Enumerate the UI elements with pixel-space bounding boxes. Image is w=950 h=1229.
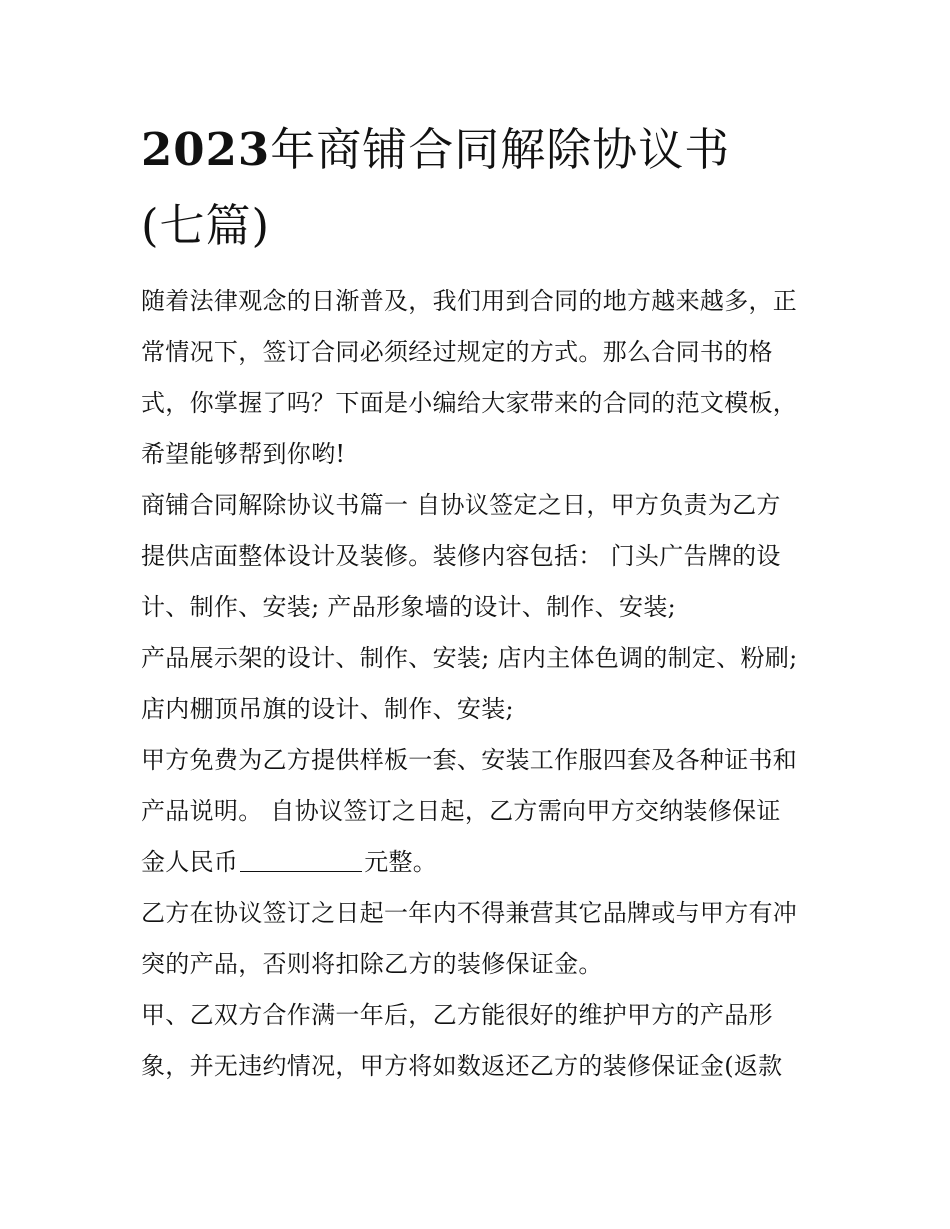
text-line: 计、制作、安装; 产品形象墙的设计、制作、安装; bbox=[141, 593, 676, 621]
text-line: 店内棚顶吊旗的设计、制作、安装; bbox=[141, 695, 514, 723]
text-line: 式，你掌握了吗？下面是小编给大家带来的合同的范文模板， bbox=[141, 389, 798, 417]
title-year: 2023 bbox=[141, 123, 271, 176]
text-line: 甲方免费为乙方提供样板一套、安装工作服四套及各种证书和 bbox=[141, 746, 798, 774]
deposit-amount-blank bbox=[240, 847, 362, 872]
text-line: 甲、乙双方合作满一年后，乙方能很好的维护甲方的产品形 bbox=[141, 1001, 773, 1029]
deposit-suffix: 元整。 bbox=[364, 848, 438, 876]
text-line: 象，并无违约情况，甲方将如数返还乙方的装修保证金(返款 bbox=[141, 1052, 783, 1080]
paragraph-intro bbox=[141, 276, 821, 480]
text-line: 商铺合同解除协议书篇一 自协议签定之日，甲方负责为乙方 bbox=[141, 491, 781, 519]
text-line: 提供店面整体设计及装修。装修内容包括： 门头广告牌的设 bbox=[141, 542, 781, 570]
paragraph-section-one bbox=[141, 480, 821, 633]
paragraph-refund bbox=[141, 990, 821, 1092]
title-text: 年商铺合同解除协议书 bbox=[270, 123, 731, 176]
document-title bbox=[141, 112, 821, 264]
paragraph-deposit bbox=[141, 735, 821, 888]
text-line: 产品说明。 自协议签订之日起，乙方需向甲方交纳装修保证 bbox=[141, 797, 781, 825]
text-line: 乙方在协议签订之日起一年内不得兼营其它品牌或与甲方有冲 bbox=[141, 899, 798, 927]
deposit-amount-line bbox=[141, 837, 821, 888]
text-line: 常情况下，签订合同必须经过规定的方式。那么合同书的格 bbox=[141, 338, 773, 366]
title-line-1 bbox=[141, 112, 821, 188]
paragraph-exclusivity bbox=[141, 888, 821, 990]
text-line: 随着法律观念的日渐普及，我们用到合同的地方越来越多，正 bbox=[141, 287, 798, 315]
document-body bbox=[141, 276, 821, 1092]
deposit-prefix: 金人民币 bbox=[141, 848, 239, 876]
paragraph-decoration-items bbox=[141, 633, 821, 735]
text-line: 产品展示架的设计、制作、安装; 店内主体色调的制定、粉刷; bbox=[141, 644, 798, 672]
title-line-2: (七篇) bbox=[141, 199, 271, 252]
text-line: 希望能够帮到你哟! bbox=[141, 440, 346, 468]
text-line: 突的产品，否则将扣除乙方的装修保证金。 bbox=[141, 950, 603, 978]
